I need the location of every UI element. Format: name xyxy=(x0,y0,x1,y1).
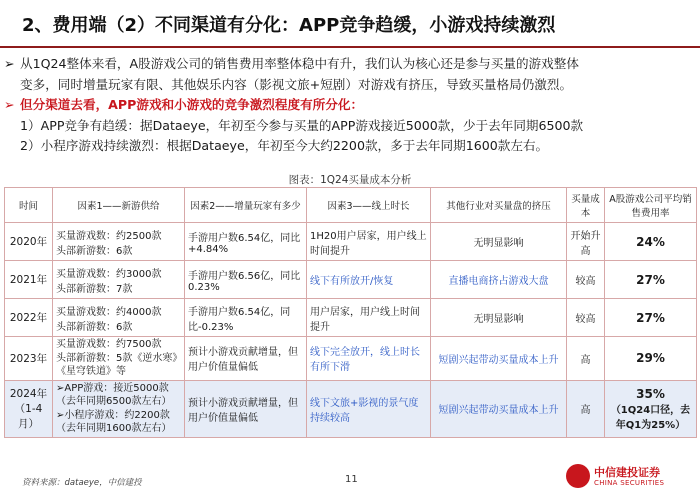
cell-factor-2: 预计小游戏贡献增量，但用户价值量偏低 xyxy=(185,380,307,437)
header-time: 时间 xyxy=(5,188,53,223)
logo-text-cn: 中信建投证券 xyxy=(594,466,660,479)
cell-factor-1 xyxy=(53,337,185,381)
cell-factor-3: 线下文旅+影视的景气度持续较高 xyxy=(307,380,431,437)
cell-factor-3: 1H20用户居家，用户线上时间提升 xyxy=(307,223,431,261)
cell-time: 2023年 xyxy=(5,337,53,381)
header-factor-3: 因素3——线上时长 xyxy=(307,188,431,223)
cell-text: （去年同期1600款左右） xyxy=(56,423,172,434)
cell-factor-1 xyxy=(53,380,185,437)
cell-text: 买量游戏数：约4000款 xyxy=(56,306,162,318)
cell-factor-1 xyxy=(53,261,185,299)
sub-point-1: 1）APP竞争有趋缓：据Dataeye，年初至今参与买量的APP游戏接近5000款，少于去年同期6500款 xyxy=(20,117,584,133)
cell-text: （1Q24口径，去年Q1为25%） xyxy=(610,404,691,431)
cell-factor-2: 预计小游戏贡献增量，但用户价值量偏低 xyxy=(185,337,307,381)
cell-text: ➢小程序游戏：约2200款 xyxy=(56,409,170,421)
cell-text: （去年同期6500款左右） xyxy=(56,396,172,407)
cell-factor-3: 线下完全放开，线上时长有所下滑 xyxy=(307,337,431,381)
table-row xyxy=(5,299,697,337)
cell-rate xyxy=(605,380,697,437)
table-row xyxy=(5,261,697,299)
header-factor-2: 因素2——增量玩家有多少 xyxy=(185,188,307,223)
bullet-1 xyxy=(4,54,696,75)
table-row xyxy=(5,380,697,437)
cell-other: 无明显影响 xyxy=(431,299,567,337)
cell-other: 无明显影响 xyxy=(431,223,567,261)
cell-text: 买量游戏数：约7500款 xyxy=(56,339,162,350)
bullet-1-cont: 变多，同时增量玩家有限、其他娱乐内容（影视文旅+短剧）对游戏有挤压，导致买量格局仍激烈。 xyxy=(20,76,573,92)
cell-factor-3: 用户居家，用户线上时间提升 xyxy=(307,299,431,337)
sub-point-2: 2）小程序游戏持续激烈：根据Dataeye，年初至今大约2200款，多于去年同期1600款左右。 xyxy=(20,138,549,153)
cell-rate: 29% xyxy=(605,337,697,381)
cell-factor-2: 手游用户数6.56亿，同比0.23% xyxy=(185,261,307,299)
bullet-list xyxy=(4,54,696,157)
table-header-row xyxy=(5,188,697,223)
header-other: 其他行业对买量盘的挤压 xyxy=(431,188,567,223)
cell-cost: 高 xyxy=(567,337,605,381)
cost-analysis-table xyxy=(4,187,697,438)
cell-text: 买量游戏数：约3000款 xyxy=(56,268,162,280)
cell-rate: 24% xyxy=(605,223,697,261)
cell-other: 短剧兴起带动买量成本上升 xyxy=(431,337,567,381)
logo-emblem-icon xyxy=(566,464,590,488)
cell-text: 头部新游数：6款 xyxy=(56,321,133,333)
cell-cost: 高 xyxy=(567,380,605,437)
company-logo xyxy=(566,462,698,492)
bullet-arrow-icon: ➢ xyxy=(4,56,15,71)
cell-cost: 较高 xyxy=(567,299,605,337)
cell-factor-2: 手游用户数6.54亿，同比-0.23% xyxy=(185,299,307,337)
header-factor-1: 因素1——新游供给 xyxy=(53,188,185,223)
cell-text: 35% xyxy=(636,386,665,401)
logo-text-en: CHINA SECURITIES xyxy=(594,479,665,487)
cell-time: 2022年 xyxy=(5,299,53,337)
cell-text: ➢APP游戏：接近5000款 xyxy=(56,382,169,394)
page-title: 2、费用端（2）不同渠道有分化：APP竞争趋缓，小游戏持续激烈 xyxy=(22,15,556,36)
cell-time: 2020年 xyxy=(5,223,53,261)
header-cost: 买量成本 xyxy=(567,188,605,223)
cell-other: 短剧兴起带动买量成本上升 xyxy=(431,380,567,437)
cell-factor-1 xyxy=(53,299,185,337)
source-note: 资料来源：dataeye，中信建投 xyxy=(22,478,142,488)
title-divider xyxy=(0,46,700,48)
cell-rate: 27% xyxy=(605,261,697,299)
header-rate: A股游戏公司平均销售费用率 xyxy=(605,188,697,223)
table-row xyxy=(5,337,697,381)
cell-cost: 较高 xyxy=(567,261,605,299)
cell-rate: 27% xyxy=(605,299,697,337)
page-number: 11 xyxy=(345,474,358,485)
cell-text: 买量游戏数：约2500款 xyxy=(56,230,162,242)
cell-text: 头部新游数：7款 xyxy=(56,283,133,295)
bullet-2 xyxy=(4,95,696,116)
figure-title: 图表：1Q24买量成本分析 xyxy=(288,174,412,186)
table-row xyxy=(5,223,697,261)
cell-factor-1 xyxy=(53,223,185,261)
cell-cost: 开始升高 xyxy=(567,223,605,261)
bullet-1-line-1: 从1Q24整体来看，A股游戏公司的销售费用率整体稳中有升，我们认为核心还是参与买量的游戏整体 xyxy=(20,56,579,71)
cell-other: 直播电商挤占游戏大盘 xyxy=(431,261,567,299)
cell-factor-2: 手游用户数6.54亿，同比+4.84% xyxy=(185,223,307,261)
cell-text: 头部新游数：5款《逆水寒》《星穹铁道》等 xyxy=(56,352,178,377)
cell-text: 头部新游数：6款 xyxy=(56,245,133,257)
cell-factor-3: 线下有所放开/恢复 xyxy=(307,261,431,299)
bullet-arrow-icon: ➢ xyxy=(4,97,15,112)
bullet-2-text: 但分渠道去看，APP游戏和小游戏的竞争激烈程度有所分化： xyxy=(20,97,364,112)
cell-time: 2021年 xyxy=(5,261,53,299)
cell-time: 2024年（1-4月） xyxy=(5,380,53,437)
